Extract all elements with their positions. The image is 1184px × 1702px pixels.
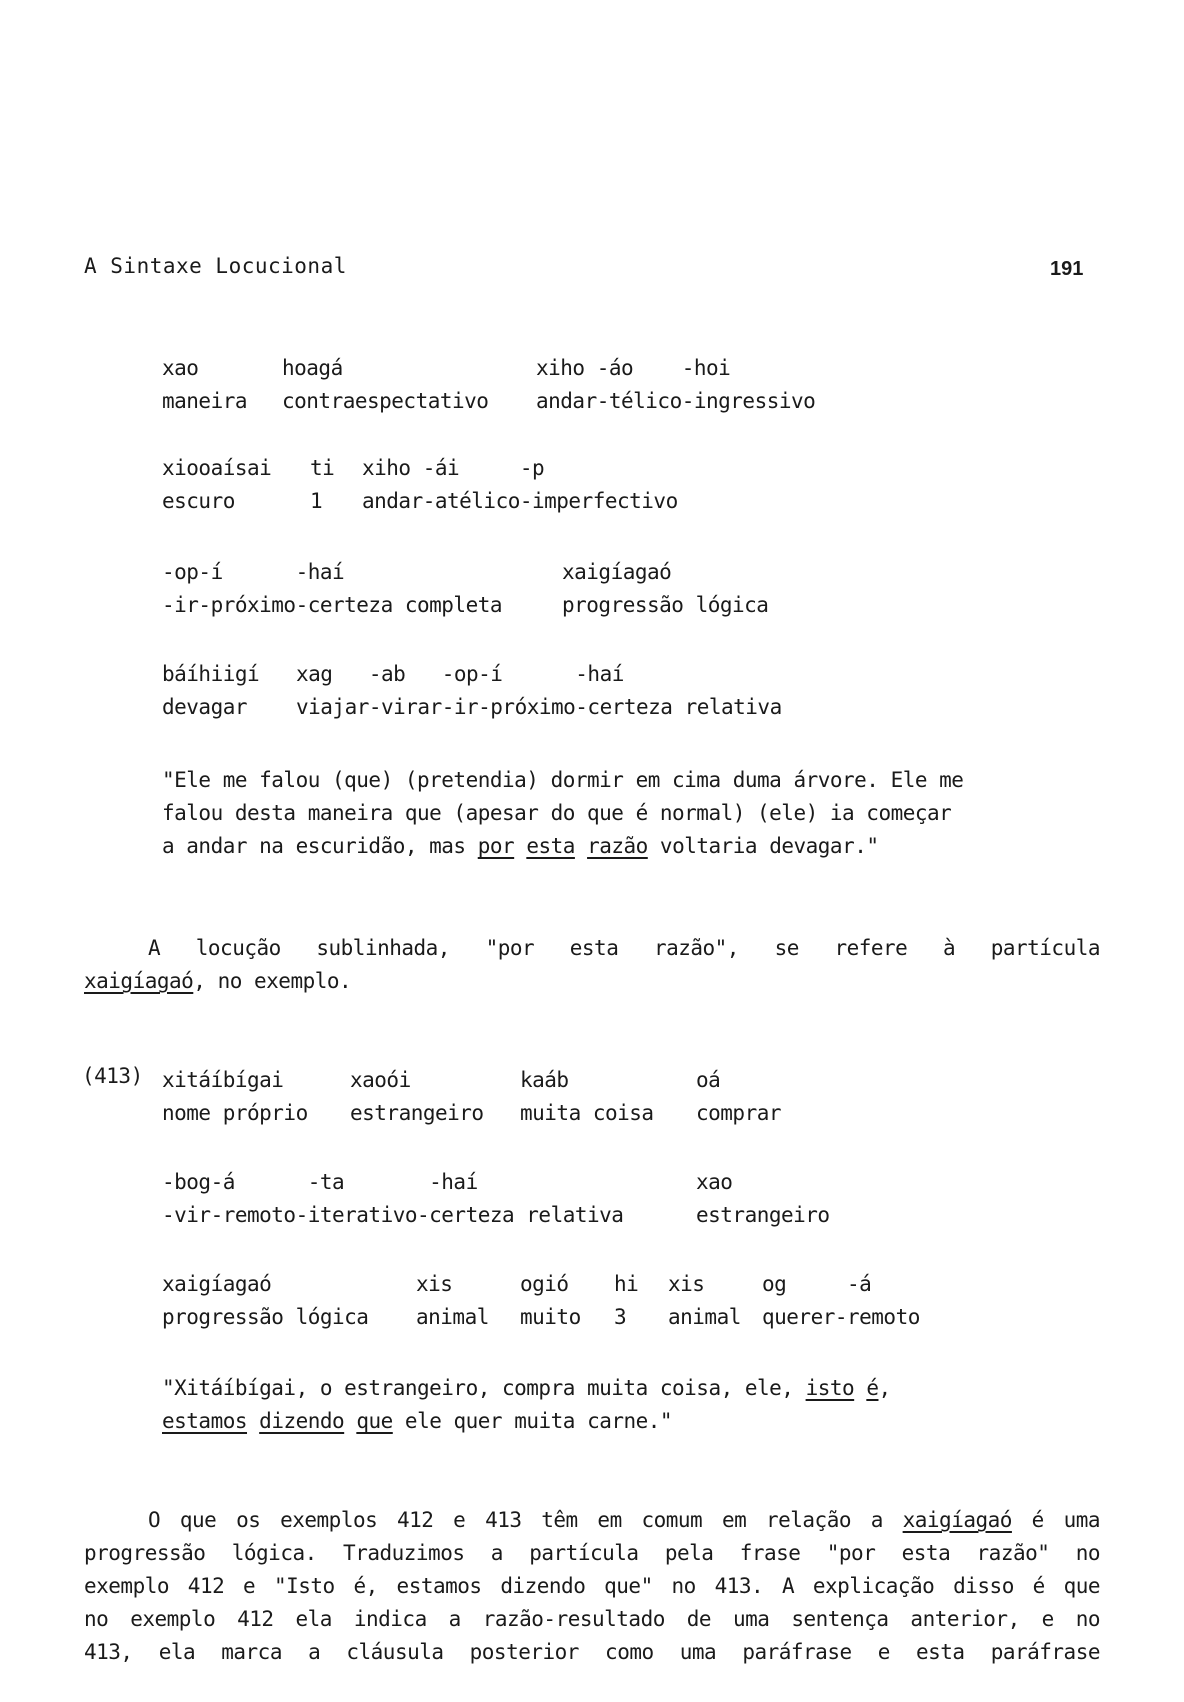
pirahã-word: xao xyxy=(162,356,199,380)
underlined-word: por xyxy=(477,834,515,858)
gloss-word: 1 xyxy=(310,489,323,513)
paragraph-line xyxy=(84,1504,1100,1537)
gloss-word: maneira xyxy=(162,389,248,413)
free-translation-413 xyxy=(162,1372,891,1438)
gloss-column xyxy=(162,352,247,418)
gloss-word: andar-atélico-imperfectivo xyxy=(362,489,678,513)
pirahã-word: xaigíagaó xyxy=(162,1272,272,1296)
gloss-column xyxy=(536,352,815,418)
pirahã-word: xiho -áo -hoi xyxy=(536,356,731,380)
free-translation-412 xyxy=(162,764,963,863)
pirahã-word: kaáb xyxy=(520,1068,569,1092)
gloss-word: muita coisa xyxy=(520,1101,654,1125)
paragraph-line xyxy=(84,932,1100,965)
pirahã-word: xao xyxy=(696,1170,733,1194)
gloss-column xyxy=(562,556,768,622)
underlined-word: xaigíagaó xyxy=(902,1508,1012,1532)
gloss-column xyxy=(520,1268,581,1334)
gloss-word: progressão lógica xyxy=(162,1305,369,1329)
pirahã-word: hi xyxy=(614,1272,639,1296)
underlined-word: esta xyxy=(526,834,575,858)
gloss-word: viajar-virar-ir-próximo-certeza relativa xyxy=(296,695,782,719)
gloss-column xyxy=(162,452,271,518)
translation-line: "Ele me falou (que) (pretendia) dormir em cima duma árvore. Ele me xyxy=(162,768,964,792)
pirahã-word: xiho -ái -p xyxy=(362,456,545,480)
underlined-word: é xyxy=(866,1376,879,1400)
translation-text: , xyxy=(878,1376,891,1400)
gloss-column xyxy=(696,1166,830,1232)
gloss-word: comprar xyxy=(696,1101,782,1125)
gloss-column xyxy=(762,1268,920,1334)
gloss-column xyxy=(162,658,259,724)
pirahã-word: ti xyxy=(310,456,335,480)
gloss-word: devagar xyxy=(162,695,248,719)
pirahã-word: ogió xyxy=(520,1272,569,1296)
pirahã-word: xag -ab -op-í -haí xyxy=(296,662,624,686)
pirahã-word: hoagá xyxy=(282,356,343,380)
translation-line xyxy=(162,830,963,863)
gloss-column xyxy=(310,452,334,518)
gloss-word: querer-remoto xyxy=(762,1305,920,1329)
paragraph-text: é uma xyxy=(1011,1508,1100,1532)
translation-text: voltaria devagar." xyxy=(647,834,879,858)
gloss-column xyxy=(520,1064,654,1130)
body-paragraph-2 xyxy=(84,1504,1100,1669)
translation-line xyxy=(162,1405,891,1438)
gloss-word: animal xyxy=(668,1305,741,1329)
gloss-column xyxy=(162,1268,368,1334)
gloss-column xyxy=(296,658,782,724)
paragraph-text: O que os exemplos 412 e 413 têm em comum em relação a xyxy=(148,1508,903,1532)
gloss-word: muito xyxy=(520,1305,581,1329)
gloss-word: nome próprio xyxy=(162,1101,308,1125)
pirahã-word: -op-í -haí xyxy=(162,560,345,584)
pirahã-word: xaigíagaó xyxy=(562,560,672,584)
pirahã-word: báíhiigí xyxy=(162,662,260,686)
paragraph-text: , no exemplo. xyxy=(193,969,352,993)
gloss-column xyxy=(696,1064,781,1130)
page-number: 191 xyxy=(1050,258,1084,280)
underlined-word: isto xyxy=(805,1376,855,1400)
gloss-column xyxy=(162,1064,308,1130)
translation-text: ele quer muita carne." xyxy=(392,1409,673,1433)
pirahã-word: xaoói xyxy=(350,1068,411,1092)
underlined-word: dizendo xyxy=(259,1409,345,1433)
underlined-word: razão xyxy=(587,834,648,858)
gloss-word: estrangeiro xyxy=(696,1203,830,1227)
paragraph-line: progressão lógica. Traduzimos a partícula pela frase "por esta razão" no xyxy=(84,1541,1100,1565)
gloss-word: -ir-próximo-certeza completa xyxy=(162,593,503,617)
gloss-word: escuro xyxy=(162,489,235,513)
pirahã-word: og -á xyxy=(762,1272,872,1296)
underlined-word: estamos xyxy=(162,1409,248,1433)
gloss-column xyxy=(362,452,678,518)
translation-line: falou desta maneira que (apesar do que é normal) (ele) ia começar xyxy=(162,801,952,825)
running-header: A Sintaxe Locucional xyxy=(84,254,347,278)
gloss-column xyxy=(162,1166,623,1232)
pirahã-word: -bog-á -ta -haí xyxy=(162,1170,478,1194)
gloss-word: estrangeiro xyxy=(350,1101,484,1125)
pirahã-word: xis xyxy=(416,1272,453,1296)
gloss-column xyxy=(350,1064,484,1130)
gloss-word: 3 xyxy=(614,1305,627,1329)
paragraph-line: no exemplo 412 ela indica a razão-resultado de uma sentença anterior, e no xyxy=(84,1607,1100,1631)
gloss-column xyxy=(162,556,502,622)
paragraph-line xyxy=(84,965,1100,998)
translation-text: a andar na escuridão, mas xyxy=(162,834,478,858)
underlined-word: que xyxy=(356,1409,393,1433)
pirahã-word: oá xyxy=(696,1068,721,1092)
paragraph-line: 413, ela marca a cláusula posterior como uma paráfrase e esta paráfrase xyxy=(84,1640,1100,1664)
pirahã-word: xitáíbígai xyxy=(162,1068,284,1092)
gloss-word: andar-télico-ingressivo xyxy=(536,389,816,413)
example-number: (413) xyxy=(82,1064,143,1088)
gloss-column xyxy=(416,1268,489,1334)
pirahã-word: xiooaísai xyxy=(162,456,272,480)
body-paragraph-1 xyxy=(84,932,1100,998)
pirahã-word: xis xyxy=(668,1272,705,1296)
gloss-column xyxy=(614,1268,638,1334)
gloss-word: -vir-remoto-iterativo-certeza relativa xyxy=(162,1203,624,1227)
paragraph-text: A locução sublinhada, "por esta razão", se refere à partícula xyxy=(148,936,1100,960)
gloss-column xyxy=(282,352,488,418)
translation-text: "Xitáíbígai, o estrangeiro, compra muita coisa, ele, xyxy=(162,1376,806,1400)
paragraph-line: exemplo 412 e "Isto é, estamos dizendo que" no 413. A explicação disso é que xyxy=(84,1574,1100,1598)
translation-line xyxy=(162,1372,891,1405)
underlined-word: xaigíagaó xyxy=(84,969,194,993)
gloss-word: progressão lógica xyxy=(562,593,769,617)
gloss-column xyxy=(668,1268,741,1334)
gloss-word: animal xyxy=(416,1305,489,1329)
gloss-word: contraespectativo xyxy=(282,389,489,413)
